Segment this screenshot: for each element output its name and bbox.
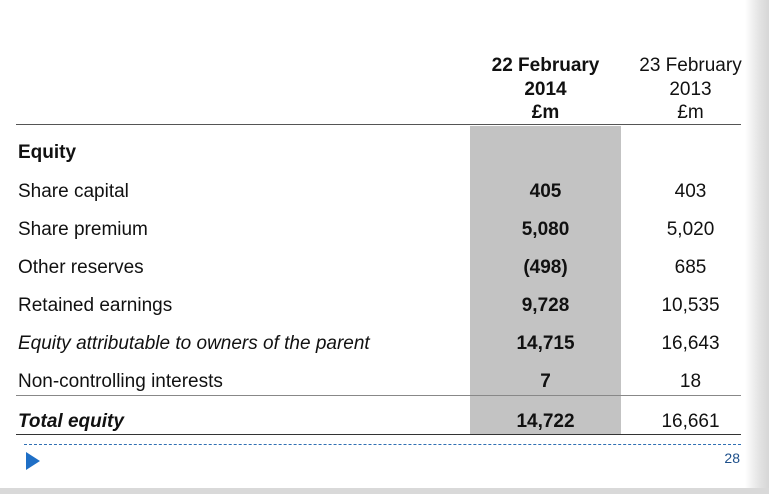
- value-2014: 14,722: [516, 411, 575, 432]
- value-2013: 16,643: [661, 333, 720, 354]
- row-label: Total equity: [18, 411, 124, 432]
- column-header-2014: [470, 54, 621, 125]
- table-row-other-reserves: [0, 253, 769, 283]
- header-year: 2013: [669, 78, 712, 100]
- total-rule: [16, 434, 741, 435]
- footer-divider: [24, 444, 741, 445]
- header-unit: £m: [677, 102, 704, 123]
- header-year: 2014: [524, 78, 567, 100]
- row-label: Non-controlling interests: [18, 371, 223, 392]
- table-row-non-controlling: [0, 367, 769, 397]
- value-2013: 16,661: [661, 411, 720, 432]
- value-2014: 5,080: [521, 219, 570, 240]
- table-row-retained-earnings: [0, 291, 769, 321]
- value-2014: 9,728: [521, 295, 570, 316]
- value-2014: (498): [523, 257, 568, 278]
- value-2013: 685: [674, 257, 707, 278]
- value-2014: 405: [529, 181, 562, 202]
- row-label: Other reserves: [18, 257, 144, 278]
- row-label: Share capital: [18, 181, 129, 202]
- table-row-share-capital: [0, 177, 769, 207]
- header-date: 22 February: [491, 55, 600, 76]
- header-unit: £m: [531, 102, 560, 123]
- table-row-equity-attributable: [0, 329, 769, 359]
- row-label: Retained earnings: [18, 295, 173, 316]
- table-row-share-premium: [0, 215, 769, 245]
- row-label: Equity: [18, 142, 77, 163]
- table-row-total-equity: [0, 407, 769, 437]
- value-2014: 7: [540, 371, 551, 392]
- subtotal-rule: [16, 395, 741, 396]
- page-number: 28: [724, 450, 740, 466]
- value-2013: 403: [674, 181, 707, 202]
- value-2013: 18: [679, 371, 702, 392]
- header-date: 23 February: [639, 55, 742, 76]
- value-2014: 14,715: [516, 333, 575, 354]
- play-arrow-icon[interactable]: [26, 452, 40, 470]
- header-rule: [16, 124, 741, 125]
- row-label: Equity attributable to owners of the parent: [18, 333, 370, 354]
- bottom-bar: [0, 488, 769, 494]
- column-header-2013: [615, 54, 766, 125]
- table-row-equity: [0, 138, 769, 168]
- row-label: Share premium: [18, 219, 148, 240]
- value-2013: 5,020: [666, 219, 715, 240]
- value-2013: 10,535: [661, 295, 720, 316]
